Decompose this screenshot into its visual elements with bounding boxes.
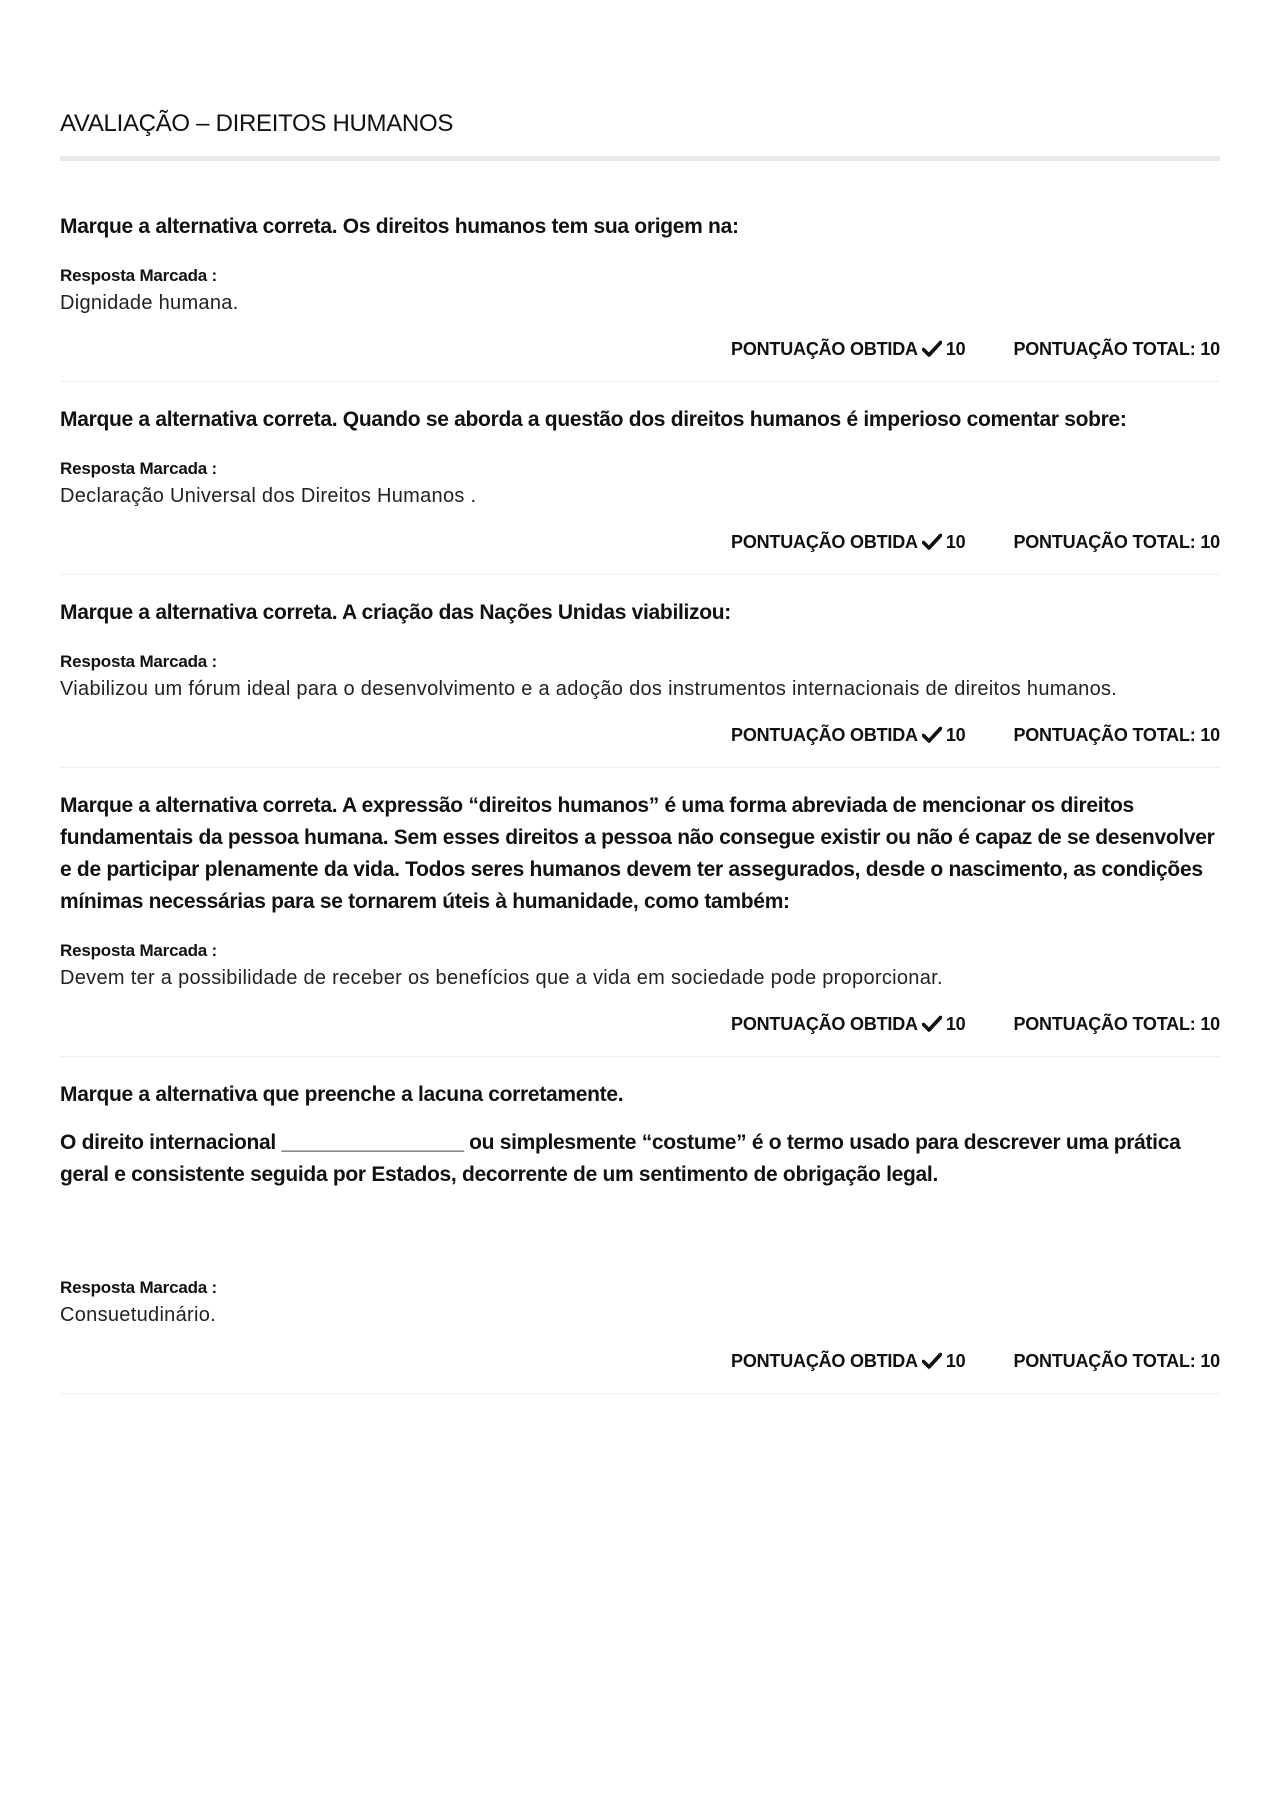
score-obtained-label: PONTUAÇÃO OBTIDA [731, 1014, 918, 1034]
question-statement: O direito internacional ________________ ou simplesmente “costume” é o termo usado para descrever uma prática geral e consistente seguida por Estados, decorrente de um sentimento de obrigação legal. [60, 1131, 1181, 1186]
answer-value: Viabilizou um fórum ideal para o desenvolvimento e a adoção dos instrumentos internacionais de direitos humanos. [60, 678, 1118, 700]
score-obtained [731, 1012, 965, 1036]
title-divider [60, 156, 1220, 161]
question-text: Marque a alternativa correta. Os direitos humanos tem sua origem na: [60, 215, 739, 238]
check-icon [922, 533, 942, 551]
answer-label: Resposta Marcada : [60, 1278, 218, 1297]
check-icon [922, 1352, 942, 1370]
question-item [60, 597, 1220, 768]
score-obtained-label: PONTUAÇÃO OBTIDA [731, 1351, 918, 1371]
answer-label: Resposta Marcada : [60, 652, 218, 671]
question-item [60, 1079, 1220, 1394]
question-item [60, 211, 1220, 382]
answer-label: Resposta Marcada : [60, 941, 218, 960]
question-text: Marque a alternativa correta. Quando se aborda a questão dos direitos humanos é imperioso comentar sobre: [60, 408, 1127, 431]
score-obtained [731, 337, 965, 361]
check-icon [922, 340, 942, 358]
answer-value: Devem ter a possibilidade de receber os benefícios que a vida em sociedade pode proporcionar. [60, 967, 943, 989]
score-total: PONTUAÇÃO TOTAL: 10 [1013, 339, 1220, 359]
question-text: Marque a alternativa correta. A criação das Nações Unidas viabilizou: [60, 601, 731, 624]
question-item [60, 404, 1220, 575]
check-icon [922, 726, 942, 744]
answer-value: Dignidade humana. [60, 292, 239, 314]
question-text: Marque a alternativa que preenche a lacuna corretamente. [60, 1083, 624, 1106]
score-row [60, 530, 1220, 554]
score-row [60, 723, 1220, 747]
score-total: PONTUAÇÃO TOTAL: 10 [1013, 725, 1220, 745]
answer-value: Consuetudinário. [60, 1304, 217, 1326]
page-title: AVALIAÇÃO – DIREITOS HUMANOS [60, 110, 454, 137]
score-obtained-value: 10 [945, 532, 966, 552]
question-item [60, 790, 1220, 1057]
check-icon [922, 1015, 942, 1033]
score-obtained-label: PONTUAÇÃO OBTIDA [731, 532, 918, 552]
score-obtained [731, 1349, 965, 1373]
score-row [60, 337, 1220, 361]
score-obtained-value: 10 [945, 1351, 966, 1371]
answer-value: Declaração Universal dos Direitos Humanos . [60, 485, 477, 507]
score-total: PONTUAÇÃO TOTAL: 10 [1013, 1351, 1220, 1371]
answer-label: Resposta Marcada : [60, 459, 218, 478]
score-total: PONTUAÇÃO TOTAL: 10 [1013, 1014, 1220, 1034]
score-obtained-value: 10 [945, 339, 966, 359]
score-row [60, 1012, 1220, 1036]
question-text: Marque a alternativa correta. A expressão “direitos humanos” é uma forma abreviada de mencionar os direitos fundamentais da pessoa humana. Sem esses direitos a pessoa não consegue existir ou não é capaz de se desenvolver e de participar plenamente da vida. Todos seres humanos devem ter assegurados, desde o nascimento, as condições mínimas necessárias para se tornarem úteis à humanidade, como também: [60, 794, 1215, 913]
score-obtained-value: 10 [945, 1014, 966, 1034]
score-row [60, 1349, 1220, 1373]
score-obtained [731, 723, 965, 747]
score-obtained-value: 10 [945, 725, 966, 745]
score-obtained-label: PONTUAÇÃO OBTIDA [731, 339, 918, 359]
score-obtained [731, 530, 965, 554]
answer-label: Resposta Marcada : [60, 266, 218, 285]
score-total: PONTUAÇÃO TOTAL: 10 [1013, 532, 1220, 552]
score-obtained-label: PONTUAÇÃO OBTIDA [731, 725, 918, 745]
